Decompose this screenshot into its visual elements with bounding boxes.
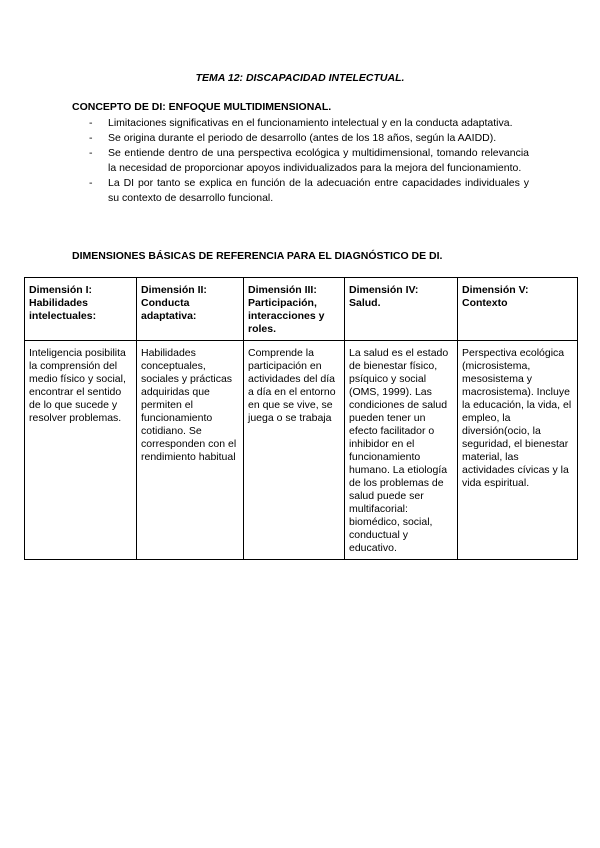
list-item <box>89 116 529 131</box>
header-line: Dimensión II: <box>141 284 207 296</box>
bullet-dash: - <box>89 147 93 159</box>
list-item <box>89 176 529 206</box>
dimension-2-header <box>137 278 244 341</box>
header-line: Habilidades intelectuales: <box>29 297 97 322</box>
bullet-dash: - <box>89 177 93 189</box>
dimensions-table <box>24 277 578 560</box>
dimension-3-content: Comprende la participación en actividades del día a día en el entorno en que se vive, se juega o se trabaja <box>244 341 345 560</box>
header-line: Dimensión IV: <box>349 284 419 296</box>
header-line: Dimensión V: <box>462 284 529 296</box>
dimension-4-header <box>345 278 458 341</box>
header-line: Contexto <box>462 297 508 309</box>
concept-heading: CONCEPTO DE DI: ENFOQUE MULTIDIMENSIONAL. <box>72 101 332 113</box>
list-item-text: Se entiende dentro de una perspectiva ecológica y multidimensional, tomando relevancia la necesidad de proporcionar apoyos individualizados para la mejora del funcionamiento. <box>108 147 529 174</box>
dimension-1-header <box>25 278 137 341</box>
header-line: Participación, interacciones y roles. <box>248 297 325 335</box>
dimension-2-content: Habilidades conceptuales, sociales y prácticas adquiridas que permiten el funcionamiento cotidiano. Se corresponden con el rendimiento habitual <box>137 341 244 560</box>
list-item <box>89 131 529 146</box>
header-line: Conducta adaptativa: <box>141 297 197 322</box>
header-line: Salud. <box>349 297 381 309</box>
dimension-5-header <box>458 278 578 341</box>
list-item-text: La DI por tanto se explica en función de la adecuación entre capacidades individuales y su contexto de desarrollo funcional. <box>108 177 529 204</box>
list-item-text: Limitaciones significativas en el funcionamiento intelectual y en la conducta adaptativa. <box>108 117 513 129</box>
header-line: Dimensión III: <box>248 284 317 296</box>
bullet-dash: - <box>89 117 93 129</box>
list-item-text: Se origina durante el periodo de desarrollo (antes de los 18 años, según la AAIDD). <box>108 132 497 144</box>
table-header-row <box>25 278 578 341</box>
table-row <box>25 341 578 560</box>
dimension-4-content: La salud es el estado de bienestar físico, psíquico y social (OMS, 1999). Las condiciones de salud pueden tener un efecto facilitador o inhibidor en el funcionamiento humano. La etiología de los problemas de salud puede ser multifacorial: biomédico, social, conductual y educativo. <box>345 341 458 560</box>
dimension-1-content: Inteligencia posibilita la comprensión del medio físico y social, encontrar el sentido de lo que sucede y resolver problemas. <box>25 341 137 560</box>
dimension-5-content: Perspectiva ecológica (microsistema, mesosistema y macrosistema). Incluye la educación, la vida, el empleo, la diversión(ocio, la seguridad, el bienestar material, las actividades cívicas y la vida espiritual. <box>458 341 578 560</box>
document-title: TEMA 12: DISCAPACIDAD INTELECTUAL. <box>195 72 405 84</box>
bullet-dash: - <box>89 132 93 144</box>
dimension-3-header <box>244 278 345 341</box>
dimensions-heading: DIMENSIONES BÁSICAS DE REFERENCIA PARA EL DIAGNÓSTICO DE DI. <box>72 250 443 262</box>
concept-list <box>89 116 529 206</box>
list-item <box>89 146 529 176</box>
header-line: Dimensión I: <box>29 284 93 296</box>
